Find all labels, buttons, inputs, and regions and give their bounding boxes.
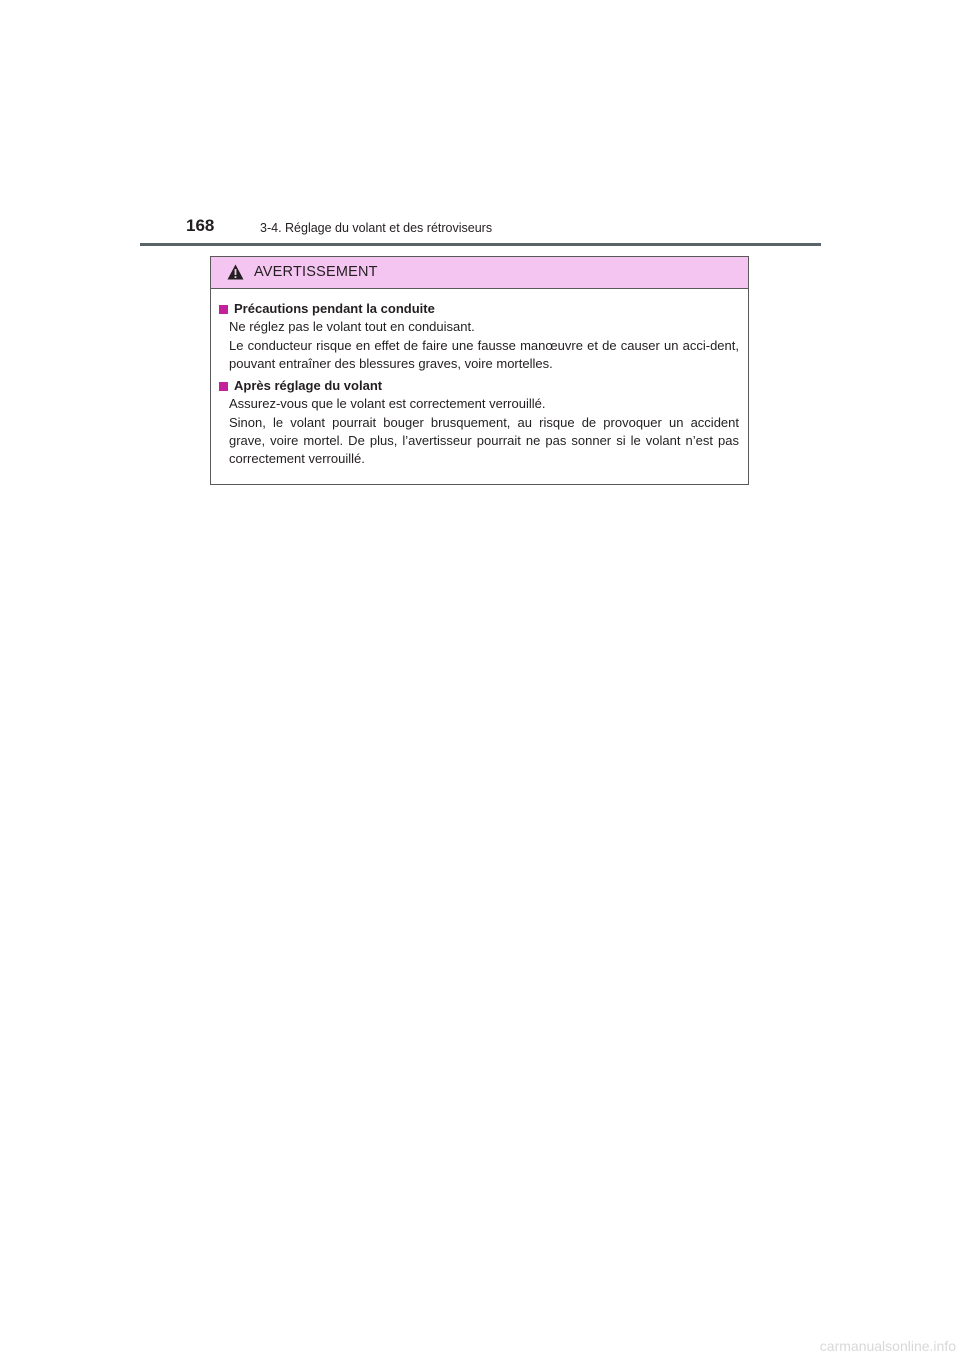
header-divider	[140, 243, 821, 246]
item-paragraph: Sinon, le volant pourrait bouger brusquement, au risque de provoquer un accident grave, voire mortel. De plus, l’avertisseur pourrait ne pas sonner si le volant n’est pas correctement verrouillé.	[229, 414, 739, 467]
item-paragraph: Assurez-vous que le volant est correctement verrouillé.	[229, 396, 546, 412]
watermark: carmanualsonline.info	[819, 1338, 956, 1354]
square-bullet-icon	[219, 305, 228, 314]
warning-header	[211, 257, 748, 289]
warning-item	[219, 300, 739, 373]
warning-triangle-icon	[227, 264, 244, 280]
item-heading-text: Précautions pendant la conduite	[234, 301, 435, 316]
item-text	[219, 318, 739, 373]
square-bullet-icon	[219, 382, 228, 391]
warning-title: AVERTISSEMENT	[254, 264, 378, 280]
item-paragraph: Le conducteur risque en effet de faire une fausse manœuvre et de causer un acci-dent, pouvant entraîner des blessures graves, voire mortelles.	[229, 337, 739, 371]
page-number: 168	[186, 216, 215, 235]
item-paragraph: Ne réglez pas le volant tout en conduisant.	[229, 319, 475, 335]
item-text	[219, 395, 739, 468]
item-heading-text: Après réglage du volant	[234, 378, 383, 394]
warning-body	[211, 289, 748, 469]
warning-item	[219, 377, 739, 468]
item-heading	[219, 377, 739, 395]
warning-box	[210, 256, 749, 485]
section-title: 3-4. Réglage du volant et des rétroviseurs	[260, 221, 493, 235]
item-heading	[219, 300, 739, 318]
